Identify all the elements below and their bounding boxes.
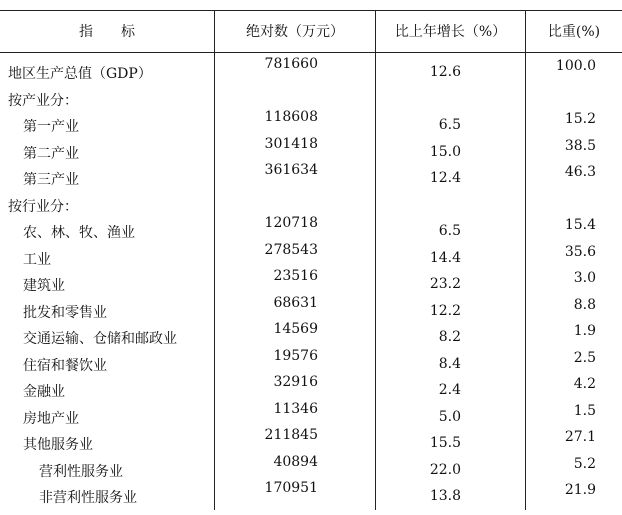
row-label: 非营利性服务业 [39, 490, 137, 506]
row-label: 交通运输、仓储和邮政业 [23, 331, 177, 347]
row-share: 15.2 [564, 111, 596, 127]
header-growth: 比上年增长（%） [394, 24, 507, 40]
row-absolute-value: 301418 [264, 135, 318, 152]
table-row [0, 319, 622, 346]
header-indicator: 指 标 [79, 24, 135, 40]
table-row [0, 425, 622, 452]
row-growth: 13.8 [429, 488, 461, 504]
table-row [0, 54, 622, 81]
row-share: 46.3 [564, 164, 596, 180]
row-share: 21.9 [564, 482, 596, 498]
row-growth: 12.2 [429, 302, 461, 319]
table-row [0, 372, 622, 399]
row-label: 工业 [23, 251, 51, 268]
table-row [0, 134, 622, 161]
row-growth: 23.2 [429, 276, 461, 292]
row-absolute-value: 118608 [264, 109, 318, 125]
row-label: 建筑业 [23, 278, 65, 294]
row-label: 其他服务业 [23, 437, 93, 453]
row-growth: 22.0 [429, 461, 461, 478]
row-growth: 15.5 [429, 435, 461, 451]
row-label: 农、林、牧、渔业 [23, 225, 135, 241]
row-growth: 12.6 [429, 64, 461, 80]
row-share: 27.1 [564, 429, 596, 445]
table-row [0, 213, 622, 240]
row-growth: 5.0 [438, 408, 461, 425]
row-absolute-value: 170951 [264, 480, 318, 496]
row-share: 100.0 [555, 58, 596, 74]
row-growth: 12.4 [429, 170, 461, 186]
row-absolute-value: 14569 [273, 321, 318, 337]
row-share: 35.6 [564, 243, 596, 260]
row-share: 15.4 [564, 217, 596, 233]
row-label: 住宿和餐饮业 [23, 357, 107, 374]
header-share: 比重(%) [547, 24, 601, 40]
row-absolute-value: 23516 [273, 268, 318, 284]
row-label: 房地产业 [23, 410, 79, 427]
row-share: 5.2 [573, 455, 596, 472]
row-share: 3.0 [573, 270, 596, 286]
row-growth: 6.5 [438, 117, 461, 133]
row-absolute-value: 32916 [273, 374, 318, 390]
row-label: 按行业分： [8, 198, 78, 215]
table-row [0, 187, 622, 214]
row-label: 营利性服务业 [39, 463, 123, 480]
row-share: 2.5 [573, 349, 596, 366]
row-absolute-value: 19576 [273, 347, 318, 364]
row-absolute-value: 68631 [273, 294, 318, 311]
table-row [0, 81, 622, 108]
row-absolute-value: 40894 [273, 453, 318, 470]
row-share: 4.2 [573, 376, 596, 392]
table-row [0, 452, 622, 479]
row-absolute-value: 120718 [264, 215, 318, 231]
row-label: 批发和零售业 [23, 304, 107, 321]
row-absolute-value: 361634 [264, 162, 318, 178]
header-bottom-rule [0, 52, 622, 53]
row-absolute-value: 211845 [264, 427, 318, 443]
row-absolute-value: 278543 [264, 241, 318, 258]
row-label: 第三产业 [23, 172, 79, 188]
table-row [0, 478, 622, 505]
row-growth: 14.4 [429, 249, 461, 266]
row-growth: 2.4 [438, 382, 461, 398]
row-share: 1.5 [573, 402, 596, 419]
row-label: 按产业分： [8, 92, 78, 109]
row-label: 第二产业 [23, 145, 79, 162]
row-growth: 8.4 [438, 355, 461, 372]
row-share: 8.8 [573, 296, 596, 313]
row-growth: 8.2 [438, 329, 461, 345]
row-share: 1.9 [573, 323, 596, 339]
row-label: 地区生产总值（GDP） [8, 66, 152, 82]
row-label: 金融业 [23, 384, 65, 400]
table-row [0, 107, 622, 134]
table-row [0, 266, 622, 293]
row-absolute-value: 781660 [264, 56, 318, 72]
table-row [0, 293, 622, 320]
table-row [0, 346, 622, 373]
row-absolute-value: 11346 [273, 400, 318, 417]
row-growth: 15.0 [429, 143, 461, 160]
row-absolute-value [216, 189, 318, 216]
row-label: 第一产业 [23, 119, 79, 135]
table-row [0, 240, 622, 267]
row-absolute-value [216, 83, 318, 110]
table-row [0, 399, 622, 426]
header-absolute-value: 绝对数（万元） [246, 24, 344, 40]
row-growth: 6.5 [438, 223, 461, 239]
row-share: 38.5 [564, 137, 596, 154]
table-row [0, 160, 622, 187]
